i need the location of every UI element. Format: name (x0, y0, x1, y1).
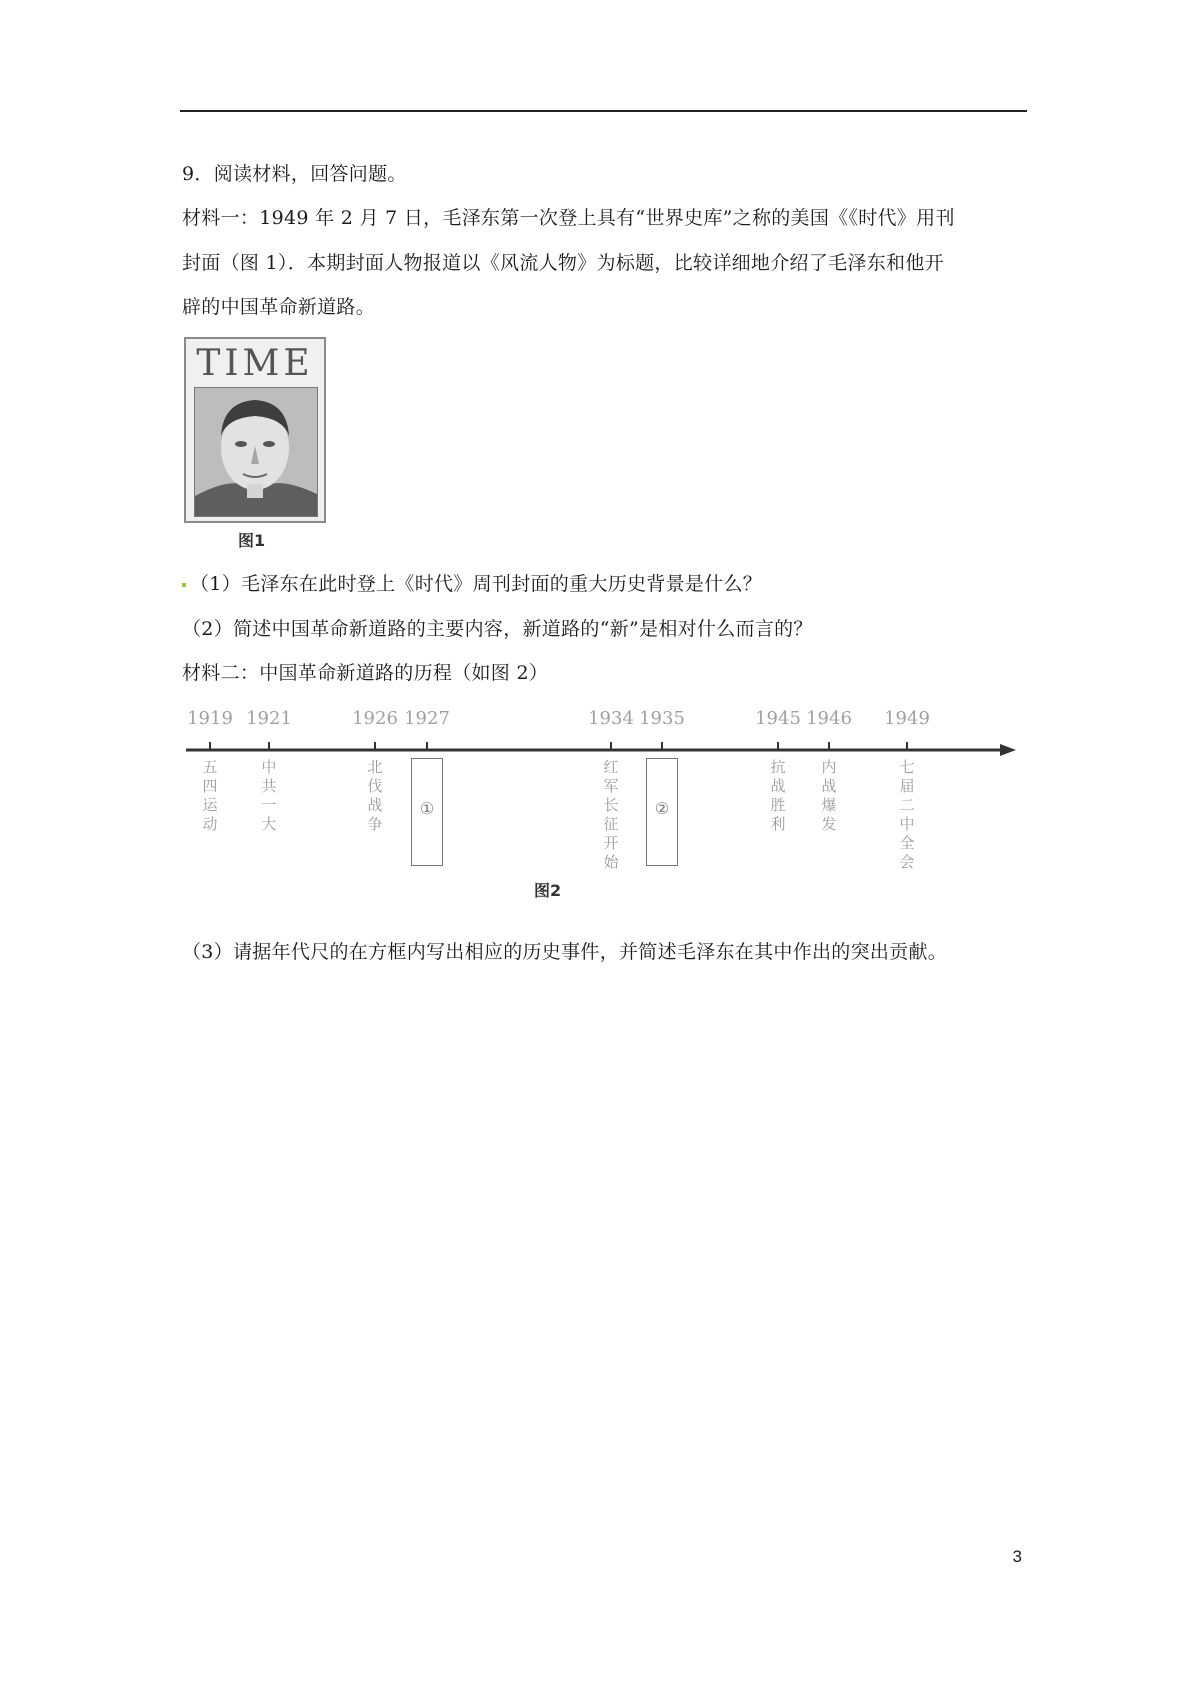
timeline-year: 1921 (246, 708, 292, 729)
question-title: 9．阅读材料，回答问题。 (182, 163, 407, 185)
timeline-year: 1946 (806, 708, 852, 729)
portrait-image (194, 387, 318, 517)
answer-box-2: ② (646, 758, 678, 866)
material1-line-2: 封面（图 1）．本期封面人物报道以《风流人物》为标题，比较详细地介绍了毛泽东和他开 (182, 252, 944, 274)
header-rule (180, 110, 1027, 112)
timeline-event: 中共一大 (261, 758, 277, 833)
answer-box-1: ① (411, 758, 443, 866)
material1-line-3: 辟的中国革命新道路。 (182, 296, 376, 318)
material1-line-1: 材料一：1949 年 2 月 7 日，毛泽东第一次登上具有“世界史库”之称的美国《《时代》用刊 (182, 207, 955, 229)
sub-question-2: （2）简述中国革命新道路的主要内容，新道路的“新”是相对什么而言的？ (182, 618, 813, 640)
figure2-caption: 图2 (534, 881, 562, 900)
time-cover-image (184, 337, 326, 523)
timeline-event: 抗战胜利 (770, 758, 786, 833)
timeline-year: 1935 (639, 708, 685, 729)
bullet-dot-icon (182, 583, 186, 587)
figure1-caption: 图1 (238, 531, 266, 550)
time-logo: TIME (196, 343, 314, 384)
material2-text: 材料二：中国革命新道路的历程（如图 2） (182, 662, 549, 684)
timeline-year: 1919 (187, 708, 233, 729)
timeline-figure (182, 700, 1022, 900)
sub-question-1: （1）毛泽东在此时登上《时代》周刊封面的重大历史背景是什么？ (182, 572, 762, 596)
timeline-event: 内战爆发 (821, 758, 837, 833)
timeline-year: 1926 (352, 708, 398, 729)
sub-question-3: （3）请据年代尺的在方框内写出相应的历史事件，并简述毛泽东在其中作出的突出贡献。 (182, 941, 948, 963)
timeline-event: 五四运动 (202, 758, 218, 833)
timeline-year: 1949 (884, 708, 930, 729)
timeline-event: 北伐战争 (367, 758, 383, 833)
timeline-event: 七届二中全会 (899, 758, 915, 871)
page-number: 3 (1012, 1547, 1022, 1566)
timeline-event: 红军长征开始 (603, 758, 619, 871)
timeline-year: 1934 (588, 708, 634, 729)
timeline-year: 1927 (404, 708, 450, 729)
timeline-year: 1945 (755, 708, 801, 729)
